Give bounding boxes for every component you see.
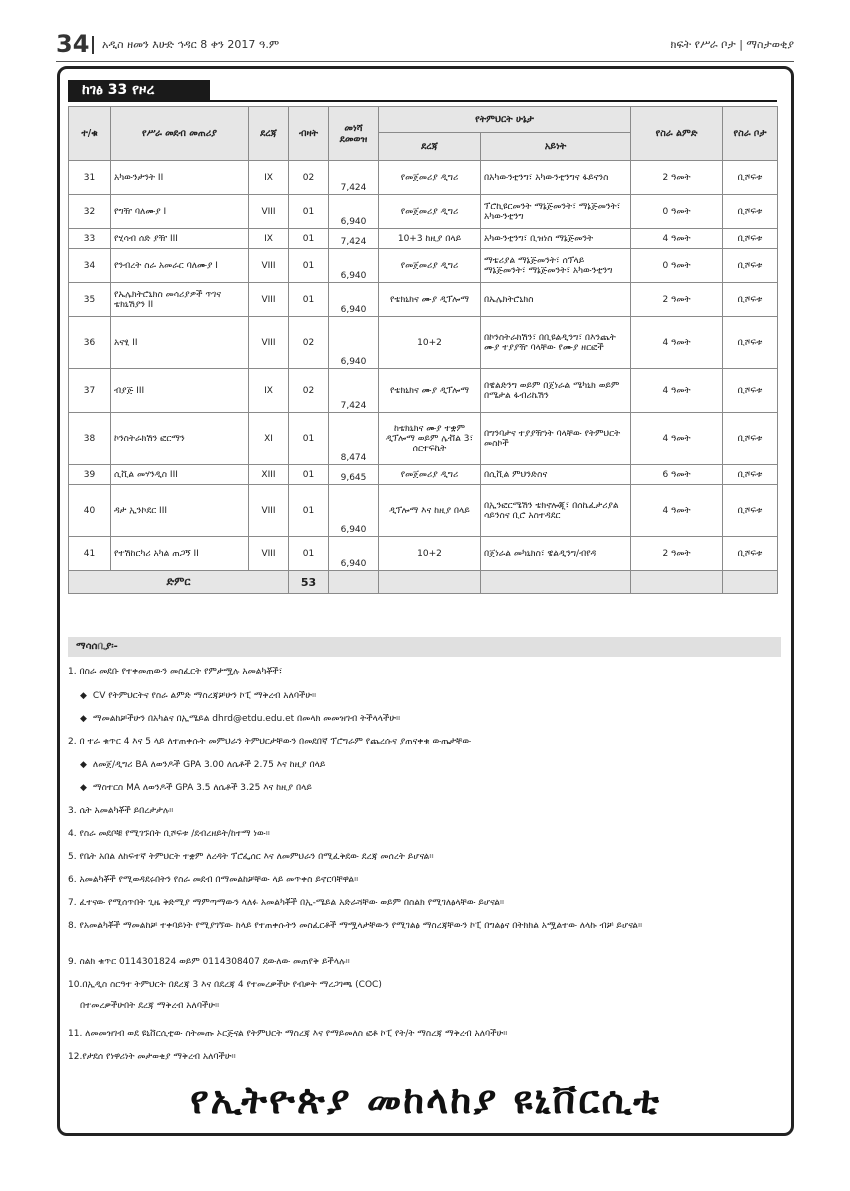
work-location: ቢሾፍቱ [723,283,778,317]
table-row [69,317,778,369]
note-item [68,665,780,679]
col-header-edu-type: አይነት [481,133,631,161]
job-quantity: 02 [289,161,329,195]
col-header-qty: ብዛት [289,107,329,161]
job-grade: IX [249,161,289,195]
note-text: 10.በኢዲስ ስርዓተ ትምህርት በደረጃ 3 እና በደረጃ 4 የተመረቃችሁ የብቃት ማረጋገጫ (COC) [68,980,382,990]
job-quantity: 01 [289,249,329,283]
job-salary: 7,424 [329,369,379,413]
diamond-bullet-icon: ◆ [80,714,87,724]
job-title: የንብረት ስራ አመራር ባለሙያ I [111,249,249,283]
col-header-title: የሥራ መደብ መጠሪያ [111,107,249,161]
continued-from-tag: ከገፅ 33 የዞረ [68,80,210,101]
vacancy-rows [69,161,778,571]
total-row [69,571,778,594]
note-text: 6. አመልካቾች የሚወዳደሩበትን የስራ መደብ በማመልከቻቸው ላይ መጥቀስ ይኖርባቸዋል። [68,875,359,885]
education-type: በኤሌክትሮኒክስ [481,283,631,317]
education-level: 10+2 [379,317,481,369]
note-text: 3. ሴት አመልካቾች ይበረታታሉ። [68,806,174,816]
note-text: 1. በስራ መደቡ የተቀመጠውን መስፈርት የምታሟሉ አመልካቾች፣ [68,667,283,677]
experience: 2 ዓመት [631,161,723,195]
work-location: ቢሾፍቱ [723,465,778,485]
job-salary: 9,645 [329,465,379,485]
education-type: ማቴሪያል ማኔጅመንት፣ ሰፕላይ ማኔጅመንት፣ ማኔጅመንት፣ አካውንቲንግ [481,249,631,283]
job-salary: 8,474 [329,413,379,465]
note-item [68,827,780,841]
job-title: የሂሳብ ሰድ ያዥ III [111,229,249,249]
job-salary: 7,424 [329,229,379,249]
vacancy-table [68,106,778,594]
note-item [68,919,780,933]
row-number: 37 [69,369,111,413]
work-location: ቢሾፍቱ [723,317,778,369]
note-subitem [80,712,780,726]
page-header [56,30,794,58]
education-level: የመጀመሪያ ዲግሪ [379,465,481,485]
education-level: 10+3 ከዚያ በላይ [379,229,481,249]
experience: 4 ዓመት [631,485,723,537]
table-row [69,161,778,195]
col-header-experience: የስራ ልምድ [631,107,723,161]
note-item [68,850,780,864]
row-number: 34 [69,249,111,283]
row-number: 35 [69,283,111,317]
col-header-grade: ደረጃ [249,107,289,161]
work-location: ቢሾፍቱ [723,485,778,537]
diamond-bullet-icon: ◆ [80,783,87,793]
job-quantity: 02 [289,369,329,413]
job-salary: 7,424 [329,161,379,195]
row-number: 31 [69,161,111,195]
diamond-bullet-icon: ◆ [80,691,87,701]
job-salary: 6,940 [329,195,379,229]
diamond-bullet-icon: ◆ [80,760,87,770]
job-grade: XIII [249,465,289,485]
note-text: 12.የታደሰ የነዋሪነት መታወቂያ ማቅረብ አለባችሁ። [68,1052,236,1062]
education-type: በጀነራል መካኒክስ፣ ዌልዲንግ/ብየዳ [481,537,631,571]
job-salary: 6,940 [329,317,379,369]
education-level: የቴክኒክና ሙያ ዲፕሎማ [379,283,481,317]
job-grade: VIII [249,485,289,537]
table-row [69,537,778,571]
col-header-no: ተ/ቁ [69,107,111,161]
table-row [69,413,778,465]
job-quantity: 01 [289,465,329,485]
note-item [80,999,780,1013]
job-quantity: 01 [289,413,329,465]
table-row [69,195,778,229]
note-text: ማስተርስ MA ለወንዶች GPA 3.5 ለሴቶች 3.25 እና ከዚያ በላይ [92,783,312,793]
education-type: በግንባታና ተያያዥነት ባላቸው የትምህርት መስኮች [481,413,631,465]
education-type: በኢንፎርሜሽን ቴክኖሎጂ፣ በሰኬፈታሪያል ሳይንስና ቢሮ አስተዳደር [481,485,631,537]
table-row [69,249,778,283]
experience: 4 ዓመት [631,369,723,413]
note-item [68,955,780,969]
job-title: አካውንታንት II [111,161,249,195]
note-item [68,1050,780,1064]
education-type: በኮንስትራክሽን፣ በቢዩልዲንግ፣ በእንጨት ሙያ ተያያዥ ባላቸው የሙያ ዘርፎች [481,317,631,369]
note-text: በተመረቃችሁበት ደረጃ ማቅረብ አለባችሁ። [80,1001,220,1011]
job-title: የኤሌክትሮኒክስ መሳሪያዎች ጥገና ቴክኒሽያን II [111,283,249,317]
experience: 4 ዓመት [631,413,723,465]
row-number: 32 [69,195,111,229]
col-header-edu-level: ደረጃ [379,133,481,161]
job-salary: 6,940 [329,283,379,317]
note-text: 8. የአመልካቾች ማመልከቻ ተቀባይነት የሚያገኘው ከላይ የተጠቀሱትን መስፈርቶች ማሟላታቸውን የሚገልፅ ማስረጃቸውን ኮፒ በግልፅና በትክክል አሟልተው ለላኩ ብቻ ይሆናል። [68,921,643,931]
note-text: 7. ፈተናው የሚሰጥበት ጊዜ ቅድሚያ ማምጣማውን ላለፉ አመልካቾች በኢ-ሜይል አድራሻቸው ወይም በስልክ የሚገለፅላቸው ይሆናል። [68,898,505,908]
note-text: ለመጀ/ዲግሪ BA ለወንዶች GPA 3.00 ለሴቶች 2.75 እና ከዚያ በላይ [92,760,326,770]
note-text: 2. በ ተራ ቁጥር 4 እና 5 ላይ ለተጠቀሱት መምህራን ትምህርታቸውን በመደበኛ ፕሮግራም የጨረሱና ያጠናቀቁ ውጤታቸው [68,737,471,747]
notes-heading: ማሳሰቢያ፡- [68,637,781,657]
col-header-salary: መነሻ ደመወዝ [329,107,379,161]
note-item [68,873,780,887]
job-grade: IX [249,369,289,413]
table-row [69,229,778,249]
education-level: 10+2 [379,537,481,571]
job-title: አናፂ II [111,317,249,369]
job-title: የግዥ ባለሙያ I [111,195,249,229]
job-quantity: 02 [289,317,329,369]
note-text: CV የትምህርትና የስራ ልምድ ማስረጃቻሁን ኮፒ ማቅረብ አለባችሁ። [92,691,317,701]
job-grade: XI [249,413,289,465]
experience: 0 ዓመት [631,195,723,229]
note-item [68,978,780,992]
page-number: 34 [56,30,90,58]
row-number: 38 [69,413,111,465]
job-quantity: 01 [289,485,329,537]
note-item [68,735,780,749]
education-type: በሲቪል ምህንድስና [481,465,631,485]
job-quantity: 01 [289,229,329,249]
education-type: አካውንቲንግ፣ ቢዝነስ ማኔጅመንት [481,229,631,249]
job-grade: VIII [249,283,289,317]
note-subitem [80,781,780,795]
section-label: ክፍት የሥራ ቦታ | ማስታወቂያ [670,38,794,51]
job-quantity: 01 [289,283,329,317]
university-title: የኢትዮጵያ መከላከያ ዩኒቨርሲቲ [190,1077,661,1122]
education-level: የመጀመሪያ ዲግሪ [379,249,481,283]
education-level: የመጀመሪያ ዲግሪ [379,195,481,229]
job-grade: VIII [249,249,289,283]
work-location: ቢሾፍቱ [723,161,778,195]
row-number: 33 [69,229,111,249]
note-subitem [80,758,780,772]
row-number: 39 [69,465,111,485]
job-grade: IX [249,229,289,249]
experience: 0 ዓመት [631,249,723,283]
experience: 4 ዓመት [631,229,723,249]
tag-rule [68,100,777,102]
note-subitem [80,689,780,703]
table-row [69,485,778,537]
row-number: 36 [69,317,111,369]
note-text: 5. የቤት አበል ለከፍተኛ ትምህርት ተቋም ለረዳት ፕሮፌሰር እና ለመምህራን በሚፈቅደው ደረጃ መሰረት ይሆናል። [68,852,434,862]
table-row [69,369,778,413]
note-text: 11. ለመመዝገብ ወደ ዩኒቨርሲቲው ስትመጡ ኦርጅናል የትምህርት ማስረጃ እና የማይመለስ ፎቶ ኮፒ የት/ት ማስረጃ ማቅረብ አለባችሁ። [68,1029,508,1039]
table-row [69,465,778,485]
job-salary: 6,940 [329,485,379,537]
job-title: የተሽከርካሪ አካል ጠጋኝ II [111,537,249,571]
job-quantity: 01 [289,195,329,229]
total-label: ድምር [69,571,289,594]
experience: 2 ዓመት [631,283,723,317]
education-type: በዌልድንግ ወይም በጀነራል ሜካኒክ ወይም በሜታል ፋብሪኬሽን [481,369,631,413]
row-number: 41 [69,537,111,571]
note-text: 4. የስራ መደቦቹ የሚገኙበት ቢሾፍቱ /ደብረዘይት/ከተማ ነው። [68,829,270,839]
note-item [68,896,780,910]
total-value: 53 [289,571,329,594]
experience: 2 ዓመት [631,537,723,571]
education-level: ከቴክኒክና ሙያ ተቋም ዲፕሎማ ወይም ሌቭል 3፣ ሰርተፍኬት [379,413,481,465]
work-location: ቢሾፍቱ [723,229,778,249]
row-number: 40 [69,485,111,537]
job-salary: 6,940 [329,249,379,283]
education-level: የቴክኒክና ሙያ ዲፕሎማ [379,369,481,413]
note-text: ማመልከቻችሁን በአካልና በኢሜይል dhrd@etdu.edu.et በመላክ መመዝገብ ትችላላችሁ። [92,714,401,724]
header-divider [92,36,94,54]
experience: 6 ዓመት [631,465,723,485]
job-grade: VIII [249,537,289,571]
work-location: ቢሾፍቱ [723,249,778,283]
job-title: ሲቪል መሃንዲስ III [111,465,249,485]
job-title: ዳታ ኢንኮደር III [111,485,249,537]
job-salary: 6,940 [329,537,379,571]
job-title: ብያጅ III [111,369,249,413]
table-row [69,283,778,317]
education-level: ዲፕሎማ እና ከዚያ በላይ [379,485,481,537]
work-location: ቢሾፍቱ [723,537,778,571]
col-header-location: የስራ ቦታ [723,107,778,161]
education-level: የመጀመሪያ ዲግሪ [379,161,481,195]
note-item [68,1027,780,1041]
header-rule [56,61,794,62]
newspaper-dateline: አዲስ ዘመን እሁድ ኅዳር 8 ቀን 2017 ዓ.ም [102,38,280,51]
note-item [68,804,780,818]
col-header-education: የትምህርት ሁኔታ [379,107,631,133]
experience: 4 ዓመት [631,317,723,369]
work-location: ቢሾፍቱ [723,413,778,465]
job-quantity: 01 [289,537,329,571]
job-title: ኮንስትራክሽን ፎርማን [111,413,249,465]
education-type: በአካውንቲንግ፣ አካውንቲንግና ፋይናንስ [481,161,631,195]
job-grade: VIII [249,195,289,229]
work-location: ቢሾፍቱ [723,195,778,229]
note-text: 9. ስልክ ቁጥር 0114301824 ወይም 0114308407 ደውለው መጠየቅ ይችላሉ። [68,957,350,967]
job-grade: VIII [249,317,289,369]
education-type: ፕሮኪዩርመንት ማኔጅመንት፣ ማኔጅመንት፣ አካውንቲንግ [481,195,631,229]
work-location: ቢሾፍቱ [723,369,778,413]
